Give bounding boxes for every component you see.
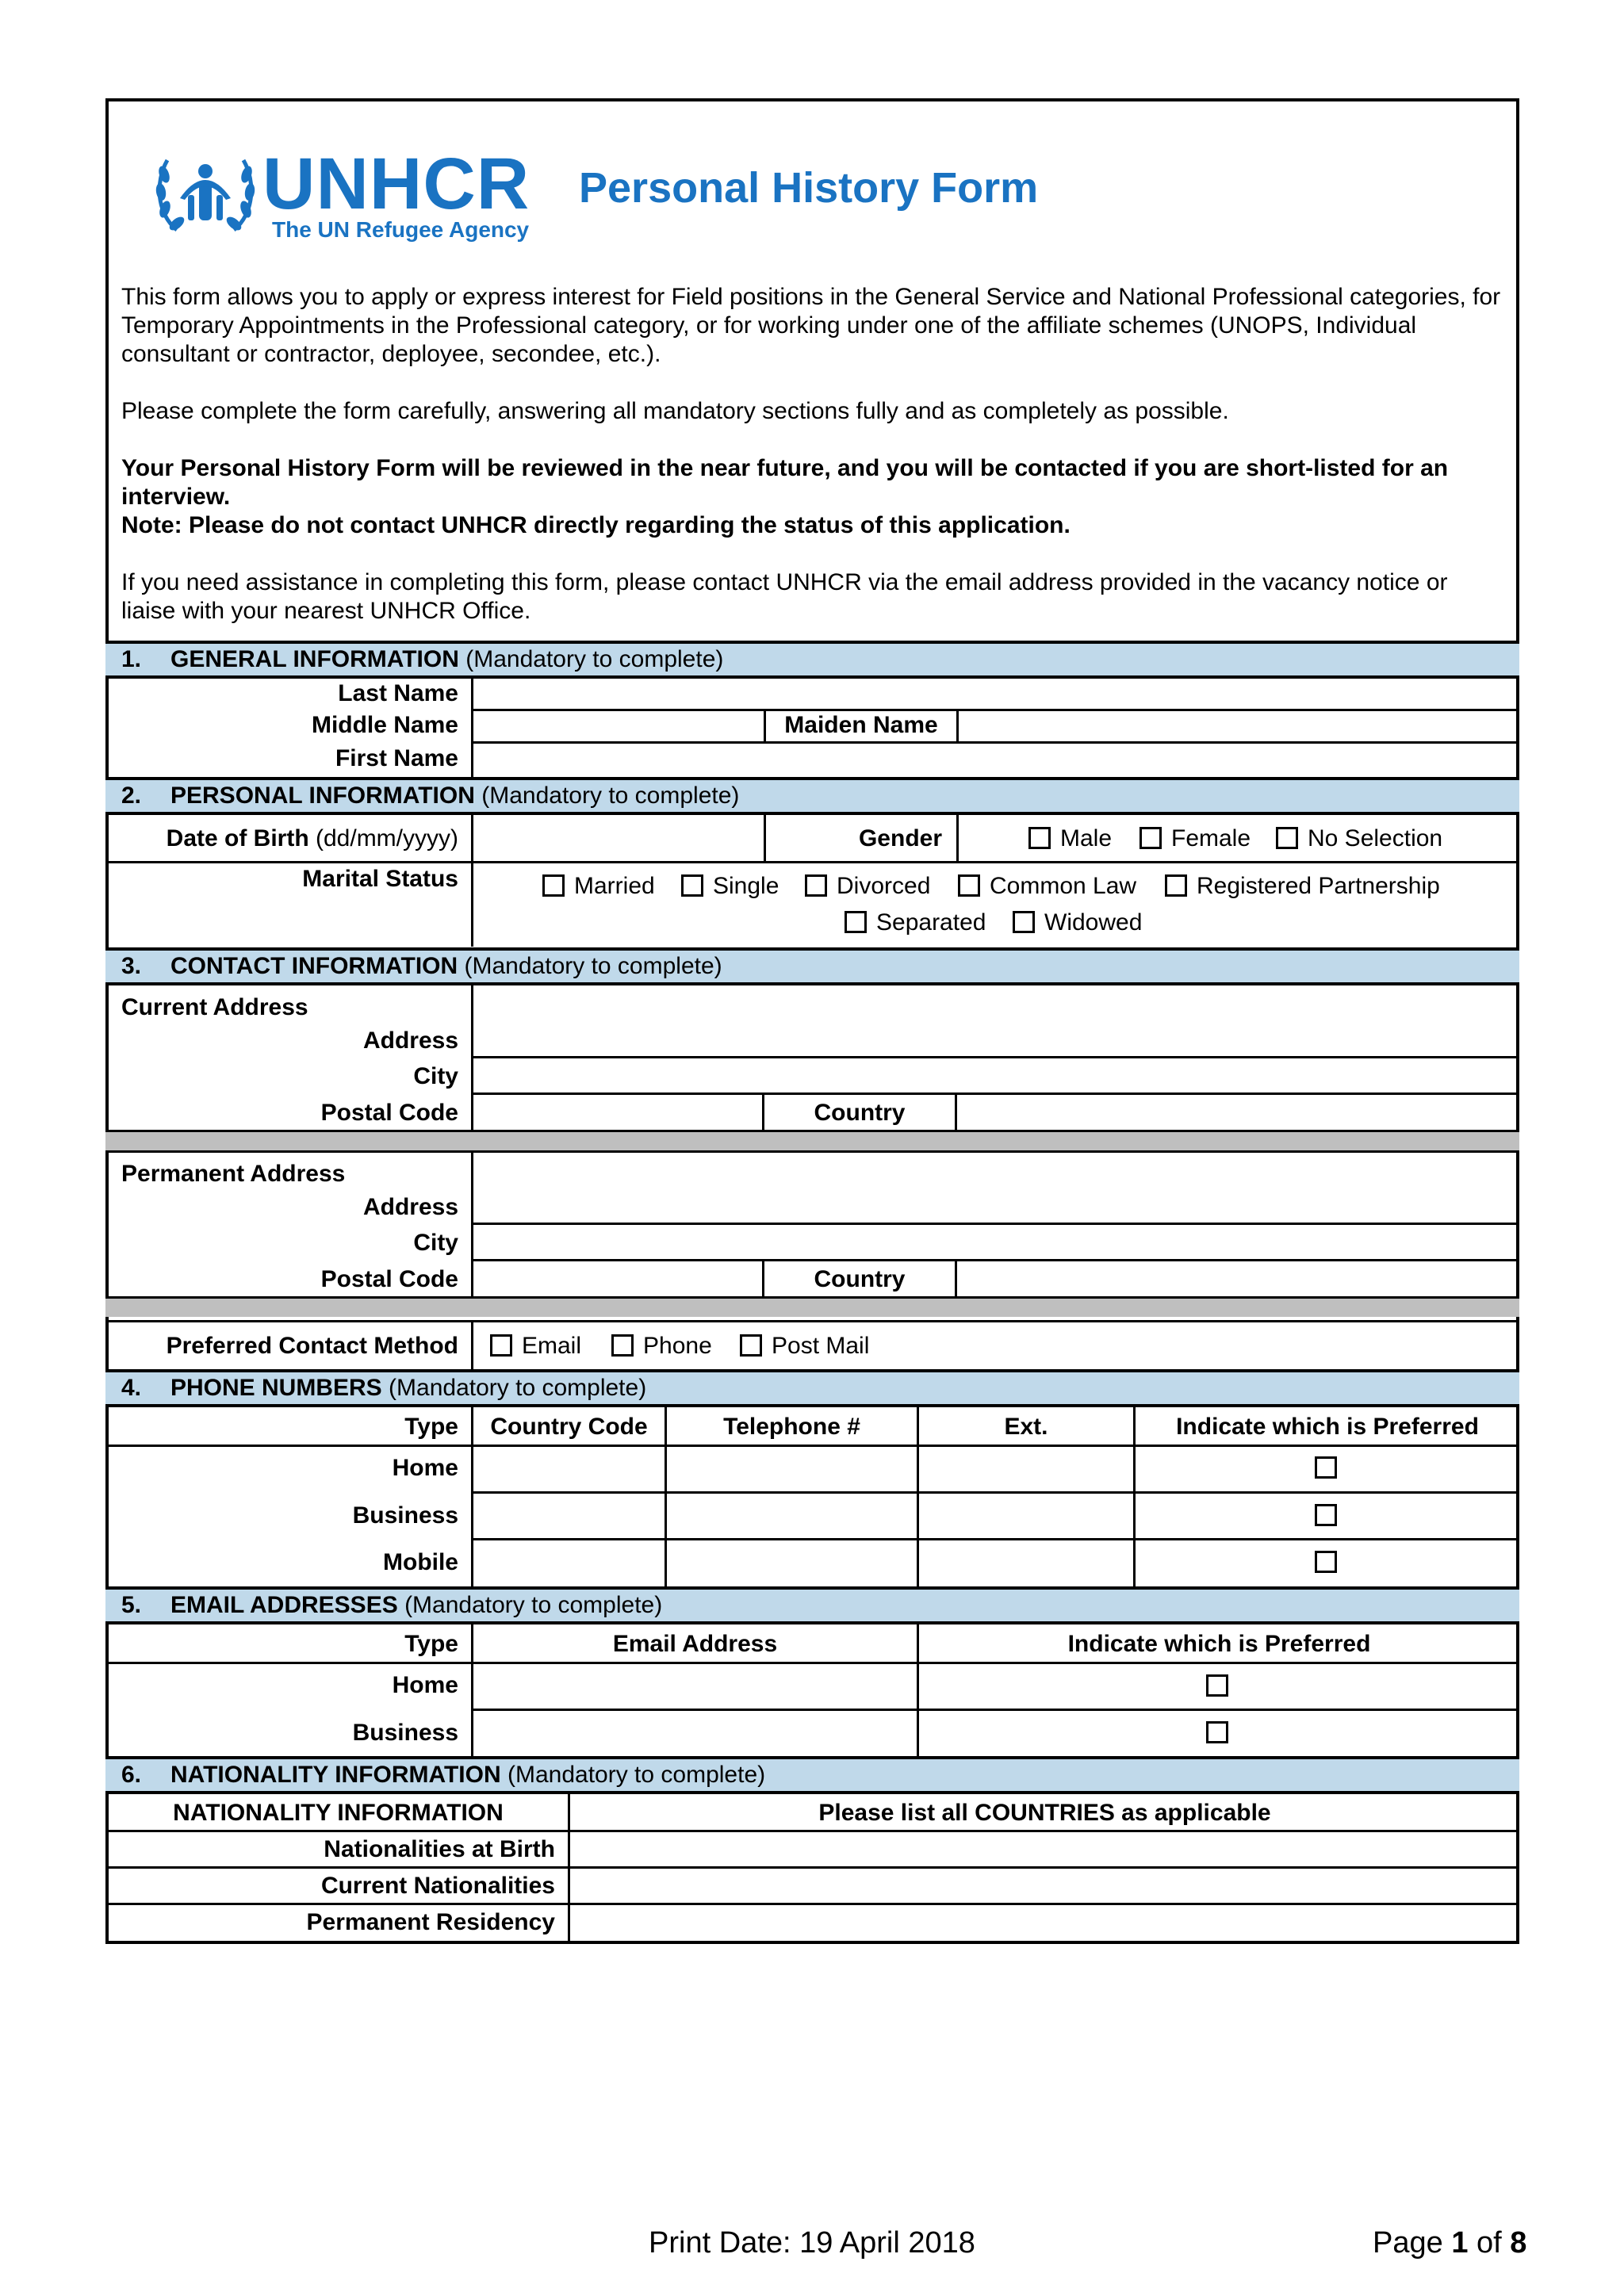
email-business-preferred-checkbox[interactable] [1206,1721,1228,1743]
section-header-nationality: 6. NATIONALITY INFORMATION (Mandatory to complete) [105,1756,1519,1794]
address-label: Address [362,1194,458,1220]
marital-single[interactable]: Single [681,873,779,900]
checkbox-icon[interactable] [1276,827,1298,849]
intro-paragraph: If you need assistance in completing this form, please contact UNHCR via the email address provided in the vacancy notice or liaise with your nearest UNHCR Office. [121,569,1448,624]
phone-home-preferred-checkbox[interactable] [1315,1456,1337,1479]
section-header-phone: 4. PHONE NUMBERS (Mandatory to complete) [105,1369,1519,1407]
intro-paragraph: This form allows you to apply or express interest for Field positions in the General Service and National Professional categories, for Temporary Appointments in the Professional category, or for working under one of the affiliate schemes (UNOPS, Individual consultant or contractor, deployee, secondee, etc.). [121,284,1501,367]
preferred-contact-label: Preferred Contact Method [166,1333,458,1359]
pref-post-mail[interactable]: Post Mail [740,1333,869,1360]
current-postal-input[interactable] [474,1096,760,1129]
country-code-header: Country Code [490,1414,648,1440]
gender-female[interactable]: Female [1139,825,1251,852]
dob-input[interactable] [474,818,761,859]
countries-header: Please list all COUNTRIES as applicable [818,1800,1271,1826]
address-label: Address [362,1027,458,1054]
marital-separated[interactable]: Separated [845,909,986,936]
nationality-info-header: NATIONALITY INFORMATION [173,1800,504,1826]
phone-business-country-code[interactable] [474,1494,663,1537]
first-name-label: First Name [335,745,458,771]
last-name-label: Last Name [338,680,458,706]
page-number: Page 1 of 8 [1373,2226,1527,2260]
phone-mobile-label: Mobile [383,1549,458,1575]
marital-registered-partnership[interactable]: Registered Partnership [1165,873,1440,900]
section-header-personal: 2. PERSONAL INFORMATION (Mandatory to complete) [105,777,1519,815]
first-name-input[interactable] [474,744,1516,774]
checkbox-icon[interactable] [805,874,827,897]
maiden-name-label: Maiden Name [784,712,938,738]
gender-no-selection[interactable]: No Selection [1276,825,1442,852]
phone-preferred-header: Indicate which is Preferred [1176,1414,1479,1440]
permanent-postal-input[interactable] [474,1262,760,1295]
checkbox-icon[interactable] [611,1334,634,1357]
phone-mobile-ext[interactable] [920,1541,1132,1584]
email-business-label: Business [352,1720,458,1746]
current-address-input[interactable] [474,989,1516,1055]
checkbox-icon[interactable] [1013,911,1035,933]
marital-married[interactable]: Married [542,873,655,900]
ext-header: Ext. [1004,1414,1048,1440]
checkbox-icon[interactable] [1028,827,1051,849]
intro-note: Note: Please do not contact UNHCR directly regarding the status of this application. [121,512,1071,538]
phone-business-ext[interactable] [920,1494,1132,1537]
nationalities-at-birth-input[interactable] [571,1833,1516,1865]
permanent-city-input[interactable] [474,1226,1516,1257]
country-label: Country [814,1100,906,1126]
current-address-heading: Current Address [121,994,308,1020]
checkbox-icon[interactable] [681,874,703,897]
email-type-header: Type [404,1631,458,1657]
city-label: City [413,1230,458,1256]
country-label: Country [814,1266,906,1292]
intro-paragraph: Please complete the form carefully, answering all mandatory sections fully and as completely as possible. [121,398,1229,424]
phone-mobile-country-code[interactable] [474,1541,663,1584]
email-preferred-header: Indicate which is Preferred [1067,1631,1371,1657]
phone-business-label: Business [352,1502,458,1529]
marital-status-label: Marital Status [302,866,458,892]
current-nationalities-label: Current Nationalities [320,1873,555,1899]
telephone-header: Telephone # [723,1414,860,1440]
email-business-input[interactable] [474,1712,915,1755]
phone-home-label: Home [392,1455,458,1481]
logo-tagline: The UN Refugee Agency [272,217,530,242]
phone-home-number[interactable] [668,1448,915,1490]
checkbox-icon[interactable] [740,1334,762,1357]
unhcr-logo [153,144,534,246]
checkbox-icon[interactable] [1139,827,1162,849]
pref-email[interactable]: Email [490,1333,581,1360]
checkbox-icon[interactable] [1165,874,1187,897]
intro-paragraph-bold: Your Personal History Form will be reviewed in the near future, and you will be contacted if you are short-listed for an interview. [121,455,1449,510]
email-home-label: Home [392,1672,458,1698]
page-title: Personal History Form [579,164,1039,212]
section-header-email: 5. EMAIL ADDRESSES (Mandatory to complete) [105,1586,1519,1624]
current-country-input[interactable] [958,1096,1516,1129]
permanent-address-heading: Permanent Address [121,1161,346,1187]
current-nationalities-input[interactable] [571,1869,1516,1901]
gender-label: Gender [858,825,942,851]
phone-mobile-number[interactable] [668,1541,915,1584]
current-city-input[interactable] [474,1059,1516,1091]
postal-code-label: Postal Code [320,1266,458,1292]
phone-home-country-code[interactable] [474,1448,663,1490]
marital-divorced[interactable]: Divorced [805,873,930,900]
section-header-contact: 3. CONTACT INFORMATION (Mandatory to complete) [105,947,1519,985]
marital-widowed[interactable]: Widowed [1013,909,1142,936]
print-date: Print Date: 19 April 2018 [649,2226,975,2260]
email-home-preferred-checkbox[interactable] [1206,1674,1228,1697]
postal-code-label: Postal Code [320,1100,458,1126]
checkbox-icon[interactable] [845,911,867,933]
permanent-residency-label: Permanent Residency [306,1909,555,1935]
dob-label: Date of Birth (dd/mm/yyyy) [166,825,458,851]
permanent-address-input[interactable] [474,1155,1516,1222]
checkbox-icon[interactable] [490,1334,512,1357]
city-label: City [413,1063,458,1089]
email-address-header: Email Address [612,1631,778,1657]
section-divider [105,1131,1519,1150]
middle-name-input[interactable] [474,712,761,740]
last-name-input[interactable] [474,680,1516,709]
email-home-input[interactable] [474,1665,915,1708]
gender-male[interactable]: Male [1028,825,1112,852]
permanent-country-input[interactable] [958,1262,1516,1295]
intro-text [121,283,1505,626]
section-header-general: 1. GENERAL INFORMATION (Mandatory to complete) [105,641,1519,679]
phone-business-preferred-checkbox[interactable] [1315,1504,1337,1526]
pref-phone[interactable]: Phone [611,1333,712,1360]
section-divider [105,1298,1519,1317]
logo-wordmark: UNHCR [262,144,530,224]
laurel-emblem-icon [153,151,258,239]
maiden-name-input[interactable] [959,712,1515,740]
phone-type-header: Type [404,1414,458,1440]
phone-mobile-preferred-checkbox[interactable] [1315,1551,1337,1573]
checkbox-icon[interactable] [542,874,565,897]
middle-name-label: Middle Name [311,712,458,738]
marital-common-law[interactable]: Common Law [958,873,1136,900]
permanent-residency-input[interactable] [571,1906,1516,1941]
checkbox-icon[interactable] [958,874,980,897]
phone-home-ext[interactable] [920,1448,1132,1490]
nationalities-at-birth-label: Nationalities at Birth [324,1836,555,1862]
phone-business-number[interactable] [668,1494,915,1537]
